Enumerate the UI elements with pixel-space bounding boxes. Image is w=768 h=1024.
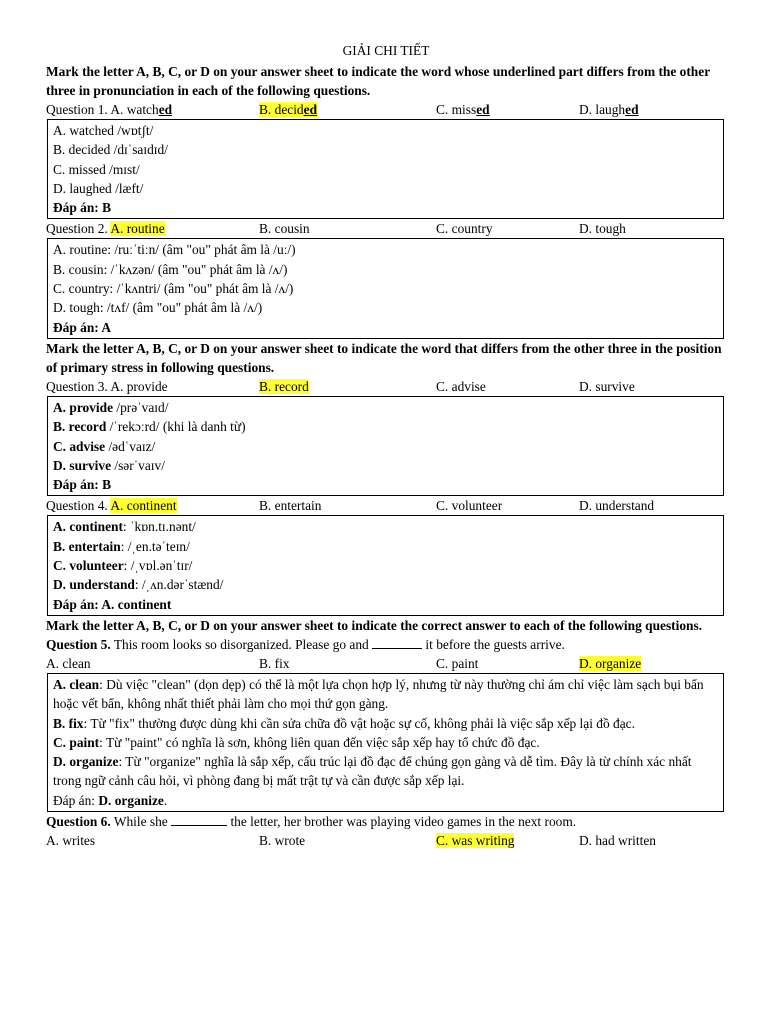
- document-page: [46, 40, 726, 850]
- q1-line-a: A. watched /wɒtʃt/: [53, 123, 154, 138]
- q3-line-c: C. advise /ədˈvaɪz/: [53, 438, 156, 454]
- q1-line-d: D. laughed /læft/: [53, 180, 144, 196]
- q5-option-c: C. paint: [436, 655, 479, 671]
- q6-label: Question 6.: [46, 814, 111, 830]
- q6-option-b: B. wrote: [259, 833, 306, 849]
- q5-option-b: B. fix: [259, 655, 290, 671]
- page-title: GIẢI CHI TIẾT: [342, 43, 430, 58]
- q2-line-d: D. tough: /tʌf/ (âm "ou" phát âm là /ʌ/): [53, 300, 263, 316]
- q4-line-c: C. volunteer: /ˌvɒl.ənˈtɪr/: [53, 558, 193, 574]
- q3-option-d: D. survive: [579, 378, 635, 394]
- question-6-stem: Question 6. While she the letter, her brother was playing video games in the next room.: [46, 814, 577, 830]
- question-1-options: [46, 100, 726, 119]
- q5-label: Question 5.: [46, 636, 111, 652]
- q3-option-b: B. record: [259, 378, 309, 394]
- q2-option-c: C. country: [436, 221, 493, 237]
- instruction-correct-answer: Mark the letter A, B, C, or D on your answer sheet to indicate the correct answer to each of the following questions.: [46, 617, 703, 633]
- q4-explanation-box: [47, 515, 724, 615]
- q3-option-a: Question 3. A. provide: [46, 378, 168, 394]
- q4-line-b: B. entertain: /ˌen.təˈteɪn/: [53, 538, 190, 554]
- q2-line-b: B. cousin: /ˈkʌzən/ (âm "ou" phát âm là /ʌ/): [53, 261, 288, 277]
- q2-answer: Đáp án: A: [53, 319, 112, 335]
- question-5-stem: Question 5. This room looks so disorganized. Please go and it before the guests arrive.: [46, 636, 565, 652]
- q2-line-a: A. routine: /ruːˈtiːn/ (âm "ou" phát âm là /uː/): [53, 242, 296, 258]
- q3-explanation-box: [47, 396, 724, 496]
- q6-option-c: C. was writing: [436, 833, 515, 849]
- q3-line-d: D. survive /sərˈvaɪv/: [53, 457, 165, 473]
- q4-option-a: Question 4. A. continent: [46, 498, 177, 514]
- q5-explanation-box: [47, 673, 724, 812]
- q1-answer: Đáp án: B: [53, 200, 112, 216]
- q2-option-b: B. cousin: [259, 221, 310, 237]
- question-2-options: [46, 219, 726, 238]
- instruction-pronunciation: Mark the letter A, B, C, or D on your answer sheet to indicate the word whose underlined part differs from the other three in pronunciation in each of the following questions.: [46, 64, 710, 98]
- q5-blank: [372, 636, 422, 649]
- q1-line-c: C. missed /mɪst/: [53, 161, 140, 177]
- q3-option-c: C. advise: [436, 378, 486, 394]
- q3-line-b: B. record /ˈrekɔːrd/ (khi là danh từ): [53, 419, 246, 435]
- q2-option-a: Question 2. A. routine: [46, 221, 165, 237]
- q5-option-d: D. organize: [579, 655, 642, 671]
- q5-option-a: A. clean: [46, 655, 91, 671]
- q4-answer: Đáp án: A. continent: [53, 596, 172, 612]
- q3-line-a: A. provide /prəˈvaɪd/: [53, 399, 169, 415]
- question-5-options: [46, 654, 726, 673]
- q4-line-d: D. understand: /ˌʌn.dərˈstænd/: [53, 577, 224, 593]
- q6-option-a: A. writes: [46, 833, 96, 849]
- question-3-options: [46, 377, 726, 396]
- q1-explanation-box: [47, 119, 724, 219]
- q5-line-d: D. organize: Từ "organize" nghĩa là sắp xếp, cấu trúc lại đồ đạc để chúng gọn gàng và dễ tìm. Đây là từ chính xác nhất trong ngữ cảnh câu hỏi, vì phòng đang bị mất trật tự và cần được sắp xếp lại.: [53, 754, 692, 789]
- q4-option-d: D. understand: [579, 498, 655, 514]
- q5-line-c: C. paint: Từ "paint" có nghĩa là sơn, không liên quan đến việc sắp xếp hay tổ chức đồ đạc.: [53, 734, 540, 750]
- q2-explanation-box: [47, 238, 724, 338]
- q4-line-a: A. continent: ˈkɒn.tɪ.nənt/: [53, 519, 196, 535]
- question-4-options: [46, 496, 726, 515]
- q3-answer: Đáp án: B: [53, 477, 112, 493]
- q1-option-d: D. laughed: [579, 102, 639, 117]
- question-6-options: [46, 831, 726, 850]
- q5-answer: Đáp án: D. organize.: [53, 792, 168, 808]
- q2-line-c: C. country: /ˈkʌntri/ (âm "ou" phát âm là /ʌ/): [53, 281, 294, 297]
- q1-line-b: B. decided /dɪˈsaɪdɪd/: [53, 142, 168, 158]
- q5-line-a: A. clean: Dù việc "clean" (dọn dẹp) có thể là một lựa chọn hợp lý, nhưng từ này thường chỉ ám chỉ việc làm sạch bụi bẩn hoặc vết bẩn, không nhất thiết phải làm cho mọi thứ gọn gàng.: [53, 676, 704, 712]
- q6-option-d: D. had written: [579, 833, 656, 849]
- instruction-stress: Mark the letter A, B, C, or D on your answer sheet to indicate the word that differs from the other three in the position of primary stress in following questions.: [46, 340, 722, 375]
- q4-option-b: B. entertain: [259, 498, 322, 514]
- q1-option-c: C. missed: [436, 102, 490, 117]
- q1-option-a: Question 1. A. watched: [46, 102, 173, 117]
- q4-option-c: C. volunteer: [436, 498, 503, 514]
- q2-option-d: D. tough: [579, 221, 626, 237]
- q5-line-b: B. fix: Từ "fix" thường được dùng khi cần sửa chữa đồ vật hoặc sự cố, không phải là việc sắp xếp lại đồ đạc.: [53, 715, 635, 731]
- q6-blank: [171, 813, 227, 826]
- q1-option-b: B. decided: [259, 102, 318, 117]
